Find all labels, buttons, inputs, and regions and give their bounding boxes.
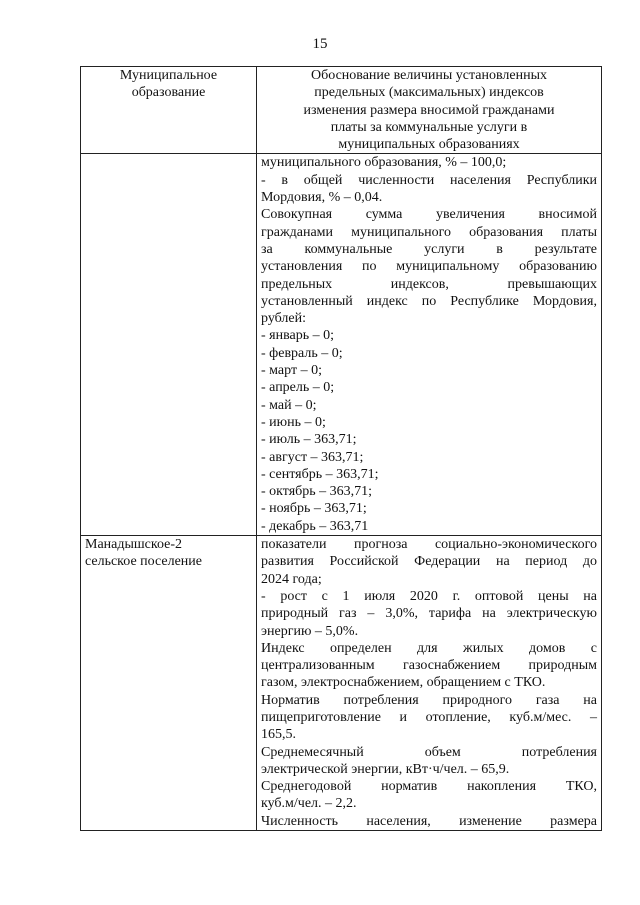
header-justification <box>257 67 602 154</box>
text-line: пищеприготовление и отопление, куб.м/мес. – <box>261 709 597 725</box>
header-col2-line: платы за коммунальные услуги в <box>330 119 528 135</box>
municipality-name-line: Манадышское-2 <box>85 537 183 553</box>
justification-table <box>80 66 602 831</box>
text-line: энергию – 5,0%. <box>261 623 359 639</box>
text-line: - декабрь – 363,71 <box>261 518 369 534</box>
text-line: Индекс определен для жилых домов с <box>261 640 597 656</box>
text-line: гражданами муниципального образования платы <box>261 224 597 240</box>
text-line: - февраль – 0; <box>261 345 343 361</box>
text-line: - в общей численности населения Республики <box>261 172 597 188</box>
text-line: развития Российской Федерации на период до <box>261 554 597 570</box>
header-col2-line: муниципальных образованиях <box>338 137 520 153</box>
table-row <box>81 536 602 831</box>
text-line: - июнь – 0; <box>261 414 326 430</box>
header-municipality <box>81 67 257 154</box>
page-number: 15 <box>312 36 328 52</box>
municipality-name-line: сельское поселение <box>85 554 202 570</box>
municipality-cell <box>81 154 257 536</box>
text-line: - октябрь – 363,71; <box>261 484 373 500</box>
text-line: показатели прогноза социально-экономического <box>261 537 597 553</box>
header-col2-line: Обоснование величины установленных <box>310 68 547 83</box>
header-col1-line: образование <box>131 85 206 101</box>
text-line: - май – 0; <box>261 397 317 413</box>
text-line: газом, электроснабжением, обращением с ТКО. <box>261 675 546 691</box>
text-line: - март – 0; <box>261 363 322 379</box>
text-line: за коммунальные услуги в результате <box>261 241 597 257</box>
table-row <box>81 154 602 536</box>
text-line: Среднегодовой норматив накопления ТКО, <box>261 779 597 795</box>
justification-cell <box>257 536 602 831</box>
justification-cell <box>257 154 602 536</box>
text-line: куб.м/чел. – 2,2. <box>261 796 357 812</box>
text-line: установления по муниципальному образованию <box>261 259 597 275</box>
text-line: установленный индекс по Республике Мордовия, <box>261 293 597 309</box>
text-line: - рост с 1 июля 2020 г. оптовой цены на <box>261 588 597 604</box>
municipality-cell <box>81 536 257 831</box>
text-line: - август – 363,71; <box>261 449 364 465</box>
text-line: - январь – 0; <box>261 328 335 344</box>
text-line: 165,5. <box>261 727 296 743</box>
text-line: природный газ – 3,0%, тарифа на электрическую <box>261 606 597 622</box>
text-line: централизованным газоснабжением природным <box>261 658 597 674</box>
header-col2-line: предельных (максимальных) индексов <box>314 85 544 101</box>
header-col2-line: изменения размера вносимой гражданами <box>303 102 555 118</box>
text-line: - июль – 363,71; <box>261 432 357 448</box>
text-line: Норматив потребления природного газа на <box>261 692 597 708</box>
text-line: электрической энергии, кВт·ч/чел. – 65,9. <box>261 761 510 777</box>
text-line: Мордовия, % – 0,04. <box>261 190 383 206</box>
text-line: рублей: <box>261 311 306 327</box>
header-col1-line: Муниципальное <box>119 68 218 83</box>
text-line: Среднемесячный объем потребления <box>261 744 597 760</box>
text-line: Численность населения, изменение размера <box>261 813 597 829</box>
text-line: - ноябрь – 363,71; <box>261 501 367 517</box>
text-line: - сентябрь – 363,71; <box>261 466 379 482</box>
text-line: 2024 года; <box>261 571 322 587</box>
text-line: Совокупная сумма увеличения вносимой <box>261 207 597 223</box>
table-header-row <box>81 67 602 154</box>
text-line: муниципального образования, % – 100,0; <box>261 155 507 171</box>
text-line: - апрель – 0; <box>261 380 335 396</box>
text-line: предельных индексов, превышающих <box>261 276 597 292</box>
